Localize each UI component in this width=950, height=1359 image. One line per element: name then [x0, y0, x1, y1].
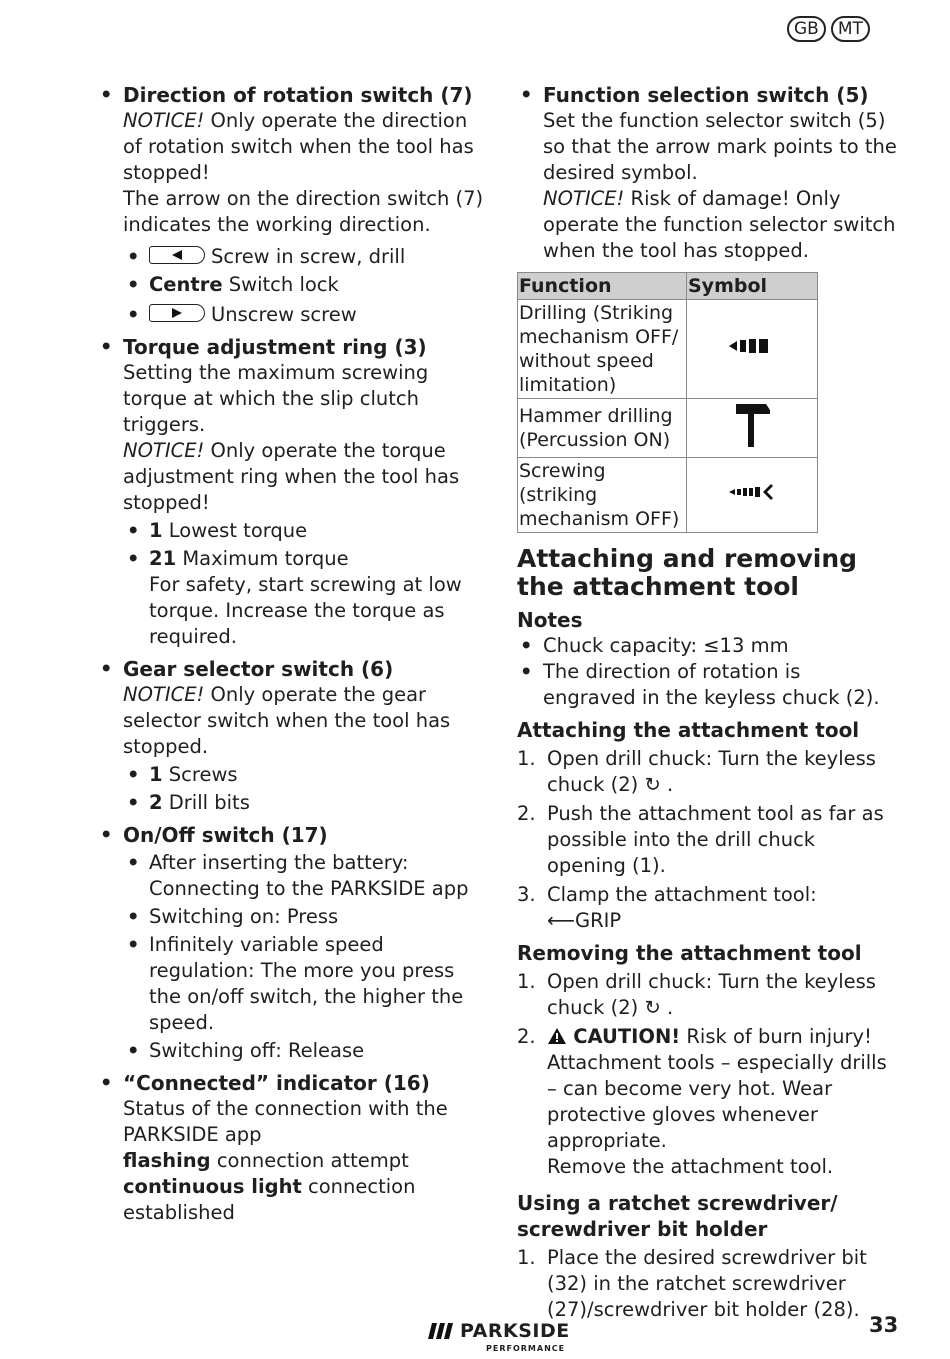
- rotation-item-unscrew: • Unscrew screw: [123, 302, 487, 328]
- gear-notice: NOTICE! Only operate the gear selector switch when the tool has stopped.: [123, 683, 451, 758]
- torque-text: Setting the maximum screwing torque at which the slip clutch triggers.: [123, 361, 429, 436]
- connected-text: Status of the connection with the PARKSIDE app: [123, 1097, 448, 1146]
- function-text: Set the function selector switch (5) so that the arrow mark points to the desired symbol.: [543, 109, 897, 184]
- onoff-title: • On/Off switch (17): [123, 823, 328, 847]
- onoff-item: • After inserting the battery: Connecting to the PARKSIDE app: [123, 850, 487, 902]
- notes-item: • Chuck capacity: ≤13 mm: [517, 633, 897, 659]
- connected-flashing: flashing connection attempt: [123, 1149, 409, 1172]
- attach-step: 3. Clamp the attachment tool: ⟵GRIP: [517, 883, 817, 932]
- attach-step: 1. Open drill chuck: Turn the keyless chuck (2) ↻ .: [517, 747, 876, 796]
- attach-step: 2. Push the attachment tool as far as possible into the drill chuck opening (1).: [517, 802, 884, 877]
- right-column: [517, 82, 897, 1323]
- lang-badge-mt: MT: [831, 16, 870, 42]
- rotation-section: [97, 82, 487, 328]
- table-header: Symbol: [687, 273, 818, 300]
- torque-extra: For safety, start screwing at low torque. Increase the torque as required.: [149, 573, 462, 648]
- attach-title: Attaching the attachment tool: [517, 718, 860, 742]
- connected-title: • “Connected” indicator (16): [123, 1071, 430, 1095]
- table-cell: Screwing (striking mechanism OFF): [518, 458, 687, 533]
- torque-item-maximum: • 21 Maximum torque: [123, 546, 487, 572]
- table-cell: Hammer drilling (Percussion ON): [518, 399, 687, 458]
- table-row: [518, 458, 818, 533]
- function-notice: NOTICE! Risk of damage! Only operate the function selector switch when the tool has stopped.: [543, 187, 896, 262]
- page-number: 33: [869, 1313, 899, 1337]
- table-header: Function: [518, 273, 687, 300]
- onoff-item: • Switching off: Release: [123, 1038, 487, 1064]
- onoff-item: • Infinitely variable speed regulation: The more you press the on/off switch, the higher the speed.: [123, 932, 487, 1036]
- remove-title: Removing the attachment tool: [517, 941, 862, 965]
- torque-item-lowest: • 1 Lowest torque: [123, 518, 487, 544]
- left-column: [97, 82, 487, 1232]
- table-header-row: [518, 273, 818, 300]
- rotation-item-screw-in: • Screw in screw, drill: [123, 244, 487, 270]
- connected-section: [97, 1070, 487, 1226]
- language-badges: [787, 16, 870, 42]
- parkside-logo: PARKSIDE PERFORMANCE: [428, 1318, 570, 1354]
- warning-icon: [547, 1027, 567, 1045]
- function-title: • Function selection switch (5): [543, 83, 869, 107]
- torque-notice: NOTICE! Only operate the torque adjustment ring when the tool has stopped!: [123, 439, 460, 514]
- remove-step-extra: Remove the attachment tool.: [547, 1155, 834, 1178]
- onoff-section: [97, 822, 487, 1064]
- lang-badge-gb: GB: [787, 16, 826, 42]
- arrow-left-key-icon: [149, 246, 205, 264]
- notes-title: Notes: [517, 608, 583, 632]
- attach-remove-heading: Attaching and removing the attachment tool: [517, 544, 858, 601]
- hammer-icon: [687, 399, 818, 458]
- ratchet-step: 1. Place the desired screwdriver bit (32) in the ratchet screwdriver (27)/screwdriver bit holder (28).: [517, 1246, 867, 1321]
- rotation-title: • Direction of rotation switch (7): [123, 83, 473, 107]
- screw-icon: [687, 458, 818, 533]
- arrow-right-key-icon: [149, 304, 205, 322]
- table-row: [518, 399, 818, 458]
- notes-item: • The direction of rotation is engraved in the keyless chuck (2).: [517, 659, 897, 711]
- onoff-item: • Switching on: Press: [123, 904, 487, 930]
- table-row: [518, 300, 818, 399]
- drill-bit-icon: [687, 300, 818, 399]
- function-table: [517, 272, 818, 533]
- gear-item-drill-bits: • 2 Drill bits: [123, 790, 487, 816]
- gear-title: • Gear selector switch (6): [123, 657, 394, 681]
- rotation-item-centre: • Centre Switch lock: [123, 272, 487, 298]
- gear-section: [97, 656, 487, 816]
- gear-item-screws: • 1 Screws: [123, 762, 487, 788]
- table-cell: Drilling (Striking mechanism OFF/ without speed limitation): [518, 300, 687, 399]
- connected-continuous: continuous light connection established: [123, 1175, 416, 1224]
- torque-section: [97, 334, 487, 650]
- function-section: [517, 82, 897, 264]
- ratchet-title: Using a ratchet screwdriver/ screwdriver bit holder: [517, 1191, 838, 1241]
- rotation-notice: NOTICE! Only operate the direction of rotation switch when the tool has stopped!: [123, 109, 474, 184]
- remove-step: 1. Open drill chuck: Turn the keyless chuck (2) ↻ .: [517, 970, 876, 1019]
- rotation-text: The arrow on the direction switch (7) indicates the working direction.: [123, 187, 484, 236]
- torque-title: • Torque adjustment ring (3): [123, 335, 427, 359]
- remove-step: 2. CAUTION! Risk of burn injury! Attachment tools – especially drills – can become very hot. Wear protective gloves whenever appropriate. Remove the attachment tool.: [517, 1024, 897, 1180]
